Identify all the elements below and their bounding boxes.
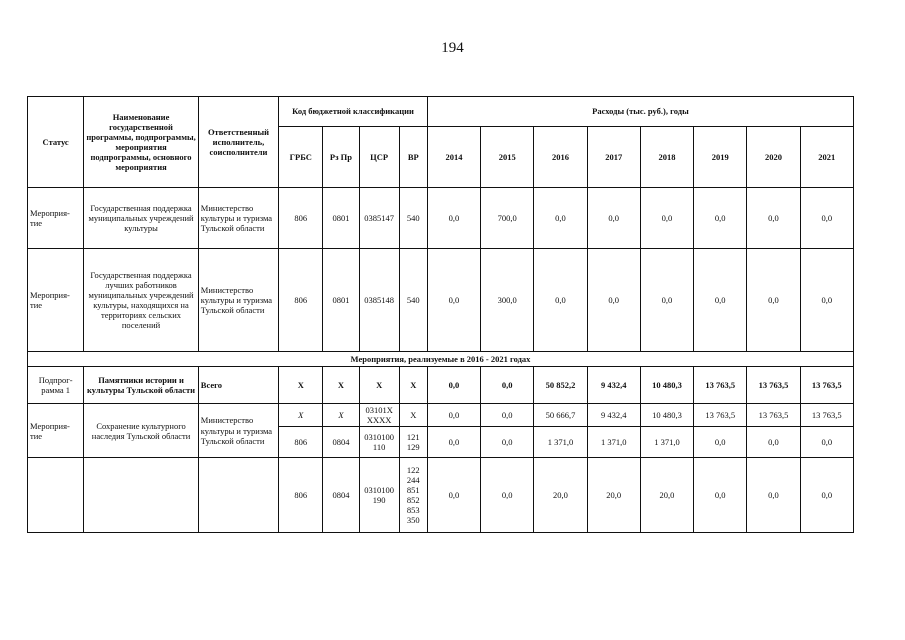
- name-cell: Государственная поддержка муниципальных учреждений культуры: [84, 188, 199, 249]
- value-cell: 0,0: [481, 367, 534, 404]
- value-cell: 0,0: [587, 188, 640, 249]
- header-year: 2017: [587, 127, 640, 188]
- csr-cell: X: [359, 367, 399, 404]
- value-cell: 0,0: [427, 188, 480, 249]
- header-year: 2014: [427, 127, 480, 188]
- value-cell: 700,0: [481, 188, 534, 249]
- value-cell: 0,0: [747, 427, 800, 458]
- section-title: Мероприятия, реализуемые в 2016 - 2021 годах: [28, 352, 854, 367]
- name-cell: [84, 458, 199, 533]
- rzpr-cell: X: [323, 367, 359, 404]
- status-cell: Подпрог- рамма 1: [28, 367, 84, 404]
- header-budget-code: Код бюджетной классификации: [279, 97, 428, 127]
- value-cell: 0,0: [640, 188, 693, 249]
- value-cell: 0,0: [481, 458, 534, 533]
- executor-cell: [198, 458, 278, 533]
- header-status: Статус: [28, 97, 84, 188]
- value-cell: 0,0: [694, 458, 747, 533]
- table-row: [28, 404, 854, 427]
- rzpr-cell: X: [323, 404, 359, 427]
- value-cell: 300,0: [481, 249, 534, 352]
- value-cell: 9 432,4: [587, 367, 640, 404]
- header-year: 2020: [747, 127, 800, 188]
- value-cell: 20,0: [587, 458, 640, 533]
- value-cell: 0,0: [481, 427, 534, 458]
- page-number: 194: [441, 40, 464, 56]
- vr-cell: 121 129: [399, 427, 427, 458]
- table-row: [28, 458, 854, 533]
- value-cell: 0,0: [427, 458, 480, 533]
- grbs-cell: X: [279, 404, 323, 427]
- rzpr-cell: 0804: [323, 458, 359, 533]
- grbs-cell: 806: [279, 427, 323, 458]
- value-cell: 13 763,5: [800, 404, 853, 427]
- value-cell: 0,0: [481, 404, 534, 427]
- csr-cell: 0310100 190: [359, 458, 399, 533]
- vr-cell: 540: [399, 249, 427, 352]
- rzpr-cell: 0801: [323, 249, 359, 352]
- value-cell: 0,0: [800, 427, 853, 458]
- value-cell: 50 666,7: [534, 404, 587, 427]
- value-cell: 20,0: [534, 458, 587, 533]
- header-executor: Ответственный исполнитель, соисполнители: [198, 97, 278, 188]
- value-cell: 0,0: [747, 188, 800, 249]
- value-cell: 20,0: [640, 458, 693, 533]
- executor-cell: Министерство культуры и туризма Тульской области: [198, 249, 278, 352]
- value-cell: 0,0: [694, 188, 747, 249]
- value-cell: 0,0: [747, 249, 800, 352]
- value-cell: 13 763,5: [747, 367, 800, 404]
- value-cell: 10 480,3: [640, 367, 693, 404]
- value-cell: 0,0: [800, 458, 853, 533]
- header-vr: ВР: [399, 127, 427, 188]
- name-cell: Государственная поддержка лучших работников муниципальных учреждений культуры, находящихся на территориях сельских поселений: [84, 249, 199, 352]
- value-cell: 0,0: [427, 367, 480, 404]
- status-cell: Мероприя- тие: [28, 404, 84, 458]
- header-row-1: [28, 97, 854, 127]
- csr-cell: 0310100 110: [359, 427, 399, 458]
- grbs-cell: 806: [279, 249, 323, 352]
- value-cell: 0,0: [534, 188, 587, 249]
- vr-cell: 540: [399, 188, 427, 249]
- grbs-cell: 806: [279, 188, 323, 249]
- header-rzpr: Рз Пр: [323, 127, 359, 188]
- value-cell: 9 432,4: [587, 404, 640, 427]
- executor-cell: Министерство культуры и туризма Тульской области: [198, 404, 278, 458]
- csr-cell: 0385147: [359, 188, 399, 249]
- value-cell: 0,0: [427, 404, 480, 427]
- header-name: Наименование государственной программы, подпрограммы, мероприятия подпрограммы, основного мероприятия: [84, 97, 199, 188]
- value-cell: 0,0: [427, 249, 480, 352]
- status-cell: Мероприя- тие: [28, 188, 84, 249]
- header-csr: ЦСР: [359, 127, 399, 188]
- value-cell: 0,0: [800, 188, 853, 249]
- csr-cell: 0385148: [359, 249, 399, 352]
- value-cell: 1 371,0: [587, 427, 640, 458]
- rzpr-cell: 0801: [323, 188, 359, 249]
- table-row: [28, 367, 854, 404]
- value-cell: 0,0: [747, 458, 800, 533]
- value-cell: 50 852,2: [534, 367, 587, 404]
- header-year: 2019: [694, 127, 747, 188]
- value-cell: 13 763,5: [800, 367, 853, 404]
- value-cell: 10 480,3: [640, 404, 693, 427]
- budget-table: [27, 96, 854, 533]
- table-row: [28, 188, 854, 249]
- executor-cell: Всего: [198, 367, 278, 404]
- value-cell: 0,0: [694, 249, 747, 352]
- value-cell: 0,0: [587, 249, 640, 352]
- value-cell: 0,0: [427, 427, 480, 458]
- grbs-cell: 806: [279, 458, 323, 533]
- header-year: 2021: [800, 127, 853, 188]
- section-row: [28, 352, 854, 367]
- csr-cell: 03101X XXXX: [359, 404, 399, 427]
- value-cell: 0,0: [694, 427, 747, 458]
- value-cell: 0,0: [640, 249, 693, 352]
- vr-cell: X: [399, 404, 427, 427]
- value-cell: 13 763,5: [694, 404, 747, 427]
- executor-cell: Министерство культуры и туризма Тульской области: [198, 188, 278, 249]
- header-year: 2016: [534, 127, 587, 188]
- name-cell: Памятники истории и культуры Тульской области: [84, 367, 199, 404]
- status-cell: Мероприя- тие: [28, 249, 84, 352]
- value-cell: 0,0: [800, 249, 853, 352]
- header-expenses: Расходы (тыс. руб.), годы: [427, 97, 853, 127]
- value-cell: 0,0: [534, 249, 587, 352]
- vr-cell: X: [399, 367, 427, 404]
- value-cell: 1 371,0: [640, 427, 693, 458]
- table-row: [28, 249, 854, 352]
- vr-cell: 122 244 851 852 853 350: [399, 458, 427, 533]
- grbs-cell: X: [279, 367, 323, 404]
- value-cell: 13 763,5: [747, 404, 800, 427]
- value-cell: 1 371,0: [534, 427, 587, 458]
- header-year: 2015: [481, 127, 534, 188]
- rzpr-cell: 0804: [323, 427, 359, 458]
- name-cell: Сохранение культурного наследия Тульской области: [84, 404, 199, 458]
- value-cell: 13 763,5: [694, 367, 747, 404]
- header-year: 2018: [640, 127, 693, 188]
- status-cell: [28, 458, 84, 533]
- header-grbs: ГРБС: [279, 127, 323, 188]
